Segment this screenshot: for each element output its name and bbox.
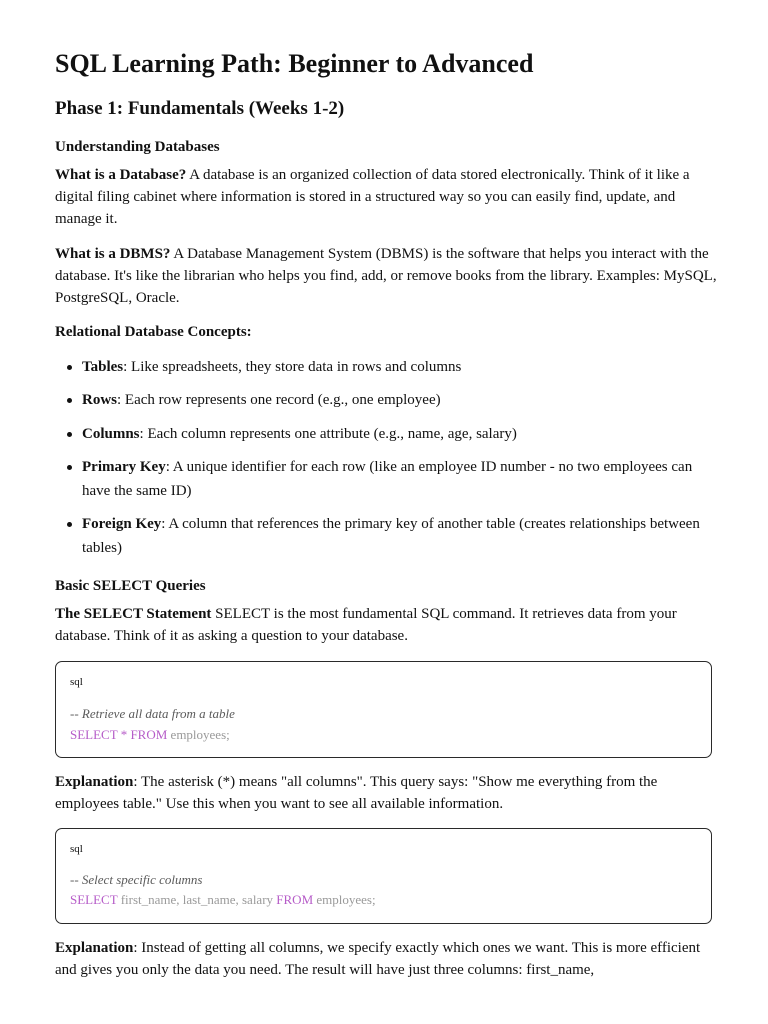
page-title: SQL Learning Path: Beginner to Advanced — [55, 49, 534, 78]
list-item-foreign-key — [55, 512, 720, 560]
bullet-icon — [67, 365, 72, 370]
paragraph-select-statement — [55, 603, 720, 647]
code-wildcard: * — [120, 727, 128, 742]
code-comment: -- Select specific columns — [70, 872, 203, 887]
text-dbms: A Database Management System (DBMS) is the software that helps you interact with the database. It's like the librarian who helps you find, add, or remove books from the library. Examples: MySQL, PostgreSQL, Oracle. — [55, 246, 717, 306]
code-identifier: first_name, last_name, salary — [120, 892, 274, 907]
code-language-label: sql — [70, 843, 83, 855]
list-item-columns — [55, 422, 720, 446]
text-foreign-key: : A column that references the primary key of another table (creates relationships between tables) — [82, 516, 700, 556]
code-keyword: SELECT — [70, 892, 118, 907]
code-line — [70, 892, 376, 908]
term-dbms: What is a DBMS? — [55, 246, 171, 262]
paragraph-what-is-dbms — [55, 243, 720, 309]
list-item-tables — [55, 355, 720, 379]
term-select-statement: The SELECT Statement — [55, 606, 212, 622]
section-heading-understanding: Understanding Databases — [55, 139, 220, 155]
term-foreign-key: Foreign Key — [82, 516, 162, 532]
list-item-rows — [55, 388, 720, 412]
code-keyword: SELECT — [70, 727, 118, 742]
paragraph-explanation-1 — [55, 771, 720, 815]
bullet-icon — [67, 465, 72, 470]
term-explanation: Explanation — [55, 774, 134, 790]
term-rows: Rows — [82, 392, 118, 408]
text-explanation-2: : Instead of getting all columns, we specify exactly which ones we want. This is more efficient and gives you only the data you need. The result will have just three columns: first_name, — [55, 940, 701, 978]
text-tables: : Like spreadsheets, they store data in rows and columns — [123, 359, 462, 375]
bullet-icon — [67, 398, 72, 403]
paragraph-explanation-2 — [55, 937, 720, 981]
code-keyword: FROM — [130, 727, 168, 742]
text-primary-key: : A unique identifier for each row (like an employee ID number - no two employees can have the same ID) — [82, 459, 693, 499]
code-block-select-columns — [55, 828, 712, 924]
bullet-icon — [67, 432, 72, 437]
term-columns: Columns — [82, 426, 140, 442]
text-database: A database is an organized collection of data stored electronically. Think of it like a digital filing cabinet where information is stored in a structured way so you can easily find, update, and manage it. — [55, 167, 690, 227]
paragraph-what-is-database — [55, 164, 720, 230]
section-heading-relational: Relational Database Concepts: — [55, 324, 252, 340]
term-database: What is a Database? — [55, 167, 187, 183]
text-rows: : Each row represents one record (e.g., one employee) — [117, 392, 441, 408]
text-select-statement: SELECT is the most fundamental SQL command. It retrieves data from your database. Think of it as asking a question to your database. — [55, 606, 677, 644]
code-identifier: employees; — [170, 727, 230, 742]
term-primary-key: Primary Key — [82, 459, 166, 475]
term-explanation: Explanation — [55, 940, 134, 956]
code-comment: -- Retrieve all data from a table — [70, 706, 235, 721]
text-explanation-1: : The asterisk (*) means "all columns". This query says: "Show me everything from the employees table." Use this when you want to see all available information. — [55, 774, 658, 812]
code-line — [70, 727, 230, 743]
phase-heading: Phase 1: Fundamentals (Weeks 1-2) — [55, 98, 345, 119]
list-item-primary-key — [55, 455, 720, 503]
code-language-label: sql — [70, 676, 83, 688]
code-keyword: FROM — [276, 892, 314, 907]
bullet-icon — [67, 522, 72, 527]
code-identifier: employees; — [316, 892, 376, 907]
text-columns: : Each column represents one attribute (e.g., name, age, salary) — [139, 426, 517, 442]
section-heading-select: Basic SELECT Queries — [55, 578, 206, 594]
term-tables: Tables — [82, 359, 124, 375]
code-block-select-all — [55, 661, 712, 758]
